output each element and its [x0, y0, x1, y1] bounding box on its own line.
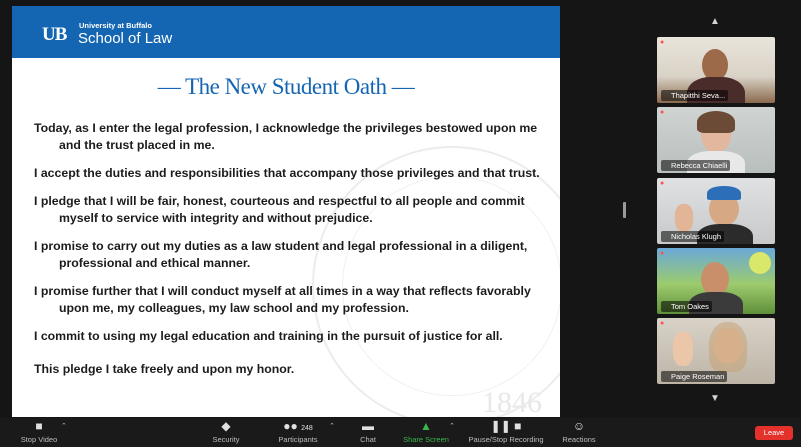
security-button[interactable] — [206, 418, 246, 447]
smiley-icon: ☺ — [572, 419, 586, 433]
participant-count: 248 — [301, 425, 313, 432]
participant-tile[interactable] — [657, 248, 775, 314]
chat-label: Chat — [360, 435, 376, 444]
chat-bubble-icon: ▬ — [362, 419, 374, 433]
school-name: School of Law — [78, 30, 173, 47]
participant-hair — [709, 322, 747, 372]
leave-button[interactable]: Leave — [755, 426, 793, 440]
oath-paragraph: I pledge that I will be fair, honest, courteous and respectful to all people and commit myself to service with integrity and without prejudice. — [34, 194, 525, 225]
chevron-up-icon[interactable]: ▲ — [710, 16, 720, 27]
participants-label: Participants — [278, 435, 318, 444]
oath-paragraph: I promise to carry out my duties as a law student and legal professional in a diligent, professional and ethical manner. — [34, 239, 528, 270]
participant-video — [701, 262, 729, 296]
participant-tile[interactable] — [657, 318, 775, 384]
participant-tile[interactable] — [657, 37, 775, 103]
mic-muted-icon: ● — [660, 109, 665, 116]
participant-hand — [673, 332, 693, 366]
oath-paragraph: This pledge I take freely and upon my honor. — [34, 362, 295, 376]
oath-paragraph: I accept the duties and responsibilities that accompany those privileges and that trust. — [34, 166, 540, 180]
stop-video-label: Stop Video — [20, 435, 58, 444]
chevron-down-icon[interactable]: ▼ — [710, 393, 720, 404]
video-camera-icon: ■ — [35, 419, 43, 433]
oath-paragraph: I commit to using my legal education and training in the pursuit of justice for all. — [34, 329, 503, 343]
stop-video-button[interactable] — [14, 418, 64, 447]
pause-stop-icon: ❚❚ ■ — [490, 419, 522, 433]
share-screen-button[interactable] — [400, 418, 452, 447]
seal-year: 1846 — [482, 386, 542, 417]
participants-icon: ●● 248 — [283, 419, 313, 433]
participant-cap — [707, 186, 741, 200]
participants-button[interactable] — [272, 418, 324, 447]
oath-paragraph: I promise further that I will conduct myself at all times in a way that reflects favorably upon me, my colleagues, my law school and my profession. — [34, 284, 531, 315]
participant-tile[interactable] — [657, 178, 775, 244]
participant-name: Nicholas Klugh — [661, 231, 724, 242]
oath-paragraph: Today, as I enter the legal profession, I acknowledge the privileges bestowed upon me and the trust placed in me. — [34, 121, 538, 152]
view-splitter-handle[interactable] — [623, 202, 626, 218]
share-screen-icon: ▲ — [420, 419, 432, 433]
slide-title: — The New Student Oath — — [157, 74, 415, 99]
share-screen-label: Share Screen — [403, 435, 449, 444]
pause-stop-recording-button[interactable] — [464, 418, 548, 447]
participant-name: Paige Roseman — [661, 371, 727, 382]
recording-label: Pause/Stop Recording — [468, 435, 544, 444]
reactions-button[interactable] — [559, 418, 599, 447]
meeting-toolbar — [0, 418, 801, 447]
participant-name: Tom Oakes — [661, 301, 712, 312]
oath-text — [34, 120, 549, 389]
participants-options-caret[interactable]: ⌃ — [329, 423, 335, 430]
participant-tile[interactable] — [657, 107, 775, 173]
participant-name: Thapitthi Seva... — [661, 90, 728, 101]
shield-icon: ◆ — [221, 419, 231, 433]
university-name: University at Buffalo — [79, 21, 152, 30]
participant-background-badge — [749, 252, 771, 274]
participant-hair — [697, 111, 735, 133]
security-label: Security — [212, 435, 240, 444]
participant-hand — [675, 204, 693, 232]
mic-muted-icon: ● — [660, 180, 665, 187]
slide-header — [12, 6, 560, 58]
mic-muted-icon: ● — [660, 39, 665, 46]
chat-button[interactable] — [354, 418, 382, 447]
mic-muted-icon: ● — [660, 320, 665, 327]
mic-muted-icon: ● — [660, 250, 665, 257]
share-options-caret[interactable]: ⌃ — [449, 423, 455, 430]
ub-logo: UB — [42, 24, 67, 45]
video-options-caret[interactable]: ⌃ — [61, 423, 67, 430]
reactions-label: Reactions — [562, 435, 596, 444]
participant-name: Rebecca Chiaelli — [661, 160, 730, 171]
shared-screen — [12, 6, 560, 417]
